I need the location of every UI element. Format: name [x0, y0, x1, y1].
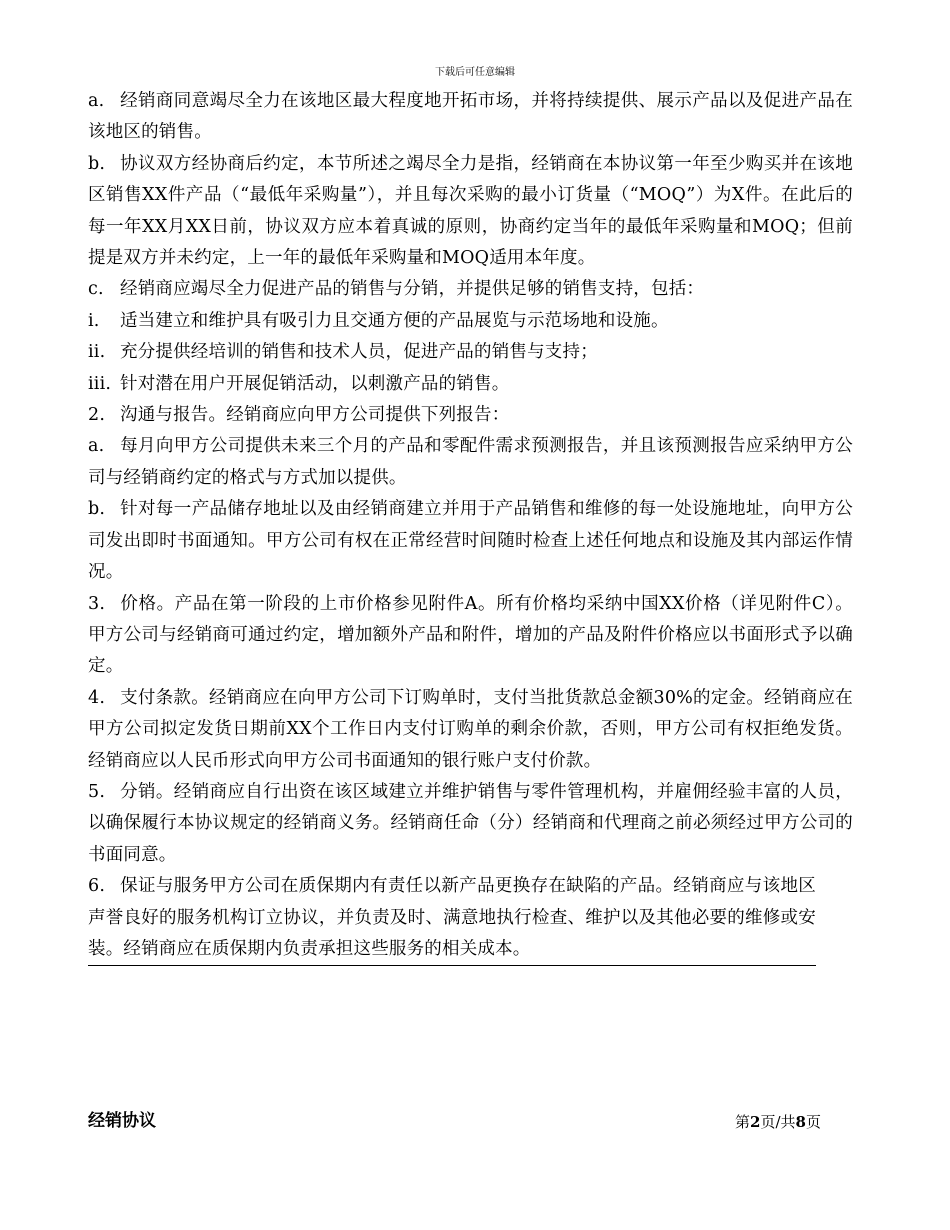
- paragraph-text: 针对每一产品储存地址以及由经销商建立并用于产品销售和维修的每一处设施地址，向甲方公司发出即时书面通知。甲方公司有权在正常经营时间随时检查上述任何地点和设施及其内部运作情况。: [88, 499, 853, 583]
- paragraph-c-sales-support: [88, 274, 853, 305]
- paragraph-5-distribution: [88, 777, 853, 871]
- page-prefix: 第: [735, 1113, 751, 1131]
- paragraph-6-warranty: [88, 871, 816, 966]
- paragraph-a-forecast: [88, 431, 853, 494]
- paragraph-ii-staff: [88, 337, 853, 368]
- item-marker: a.: [88, 91, 105, 111]
- paragraph-b-notice: [88, 494, 853, 588]
- paragraph-b-min-purchase: [88, 149, 853, 275]
- item-marker: c.: [88, 279, 104, 300]
- page-current: 2: [750, 1113, 761, 1131]
- paragraph-text: 每月向甲方公司提供未来三个月的产品和零配件需求预测报告，并且该预测报告应采纳甲方公司与经销商约定的格式与方式加以提供。: [88, 436, 853, 488]
- paragraph-4-payment: [88, 683, 853, 777]
- page-number: [735, 1112, 821, 1132]
- paragraph-2-reports: [88, 400, 853, 431]
- item-marker: 3.: [88, 593, 106, 614]
- paragraph-text: 协议双方经协商后约定，本节所述之竭尽全力是指，经销商在本协议第一年至少购买并在该地区销售XX件产品（“最低年采购量”），并且每次采购的最小订货量（“MOQ”）为X件。在此后的每一年XX月XX日前，协议双方应本着真诚的原则，协商约定当年的最低年采购量和MOQ；但前提是双方并未约定，上一年的最低年采购量和MOQ适用本年度。: [88, 153, 853, 269]
- paragraph-iii-promotion: [88, 369, 853, 400]
- item-marker: 6.: [88, 876, 106, 897]
- document-body: [88, 86, 853, 966]
- footer-title: 经销协议: [88, 1111, 156, 1131]
- item-marker: b.: [88, 499, 106, 520]
- paragraph-text: 沟通与报告。经销商应向甲方公司提供下列报告：: [120, 405, 510, 426]
- paragraph-text: 充分提供经培训的销售和技术人员，促进产品的销售与支持；: [120, 342, 598, 363]
- paragraph-text: 经销商应竭尽全力促进产品的销售与分销，并提供足够的销售支持，包括：: [120, 279, 705, 300]
- paragraph-a-market: [88, 86, 853, 149]
- page-middle: 页/共: [760, 1113, 796, 1131]
- page-total: 8: [795, 1113, 806, 1131]
- page-suffix: 页: [805, 1113, 821, 1131]
- item-marker: 5.: [88, 781, 106, 802]
- paragraph-text: 价格。产品在第一阶段的上市价格参见附件A。所有价格均采纳中国XX价格（详见附件C）。甲方公司与经销商可通过约定，增加额外产品和附件，增加的产品及附件价格应以书面形式予以确定。: [88, 593, 853, 677]
- item-marker: 4.: [88, 687, 106, 708]
- paragraph-text: 适当建立和维护具有吸引力且交通方便的产品展览与示范场地和设施。: [120, 310, 669, 331]
- item-marker: ii.: [88, 342, 106, 363]
- paragraph-text: 经销商同意竭尽全力在该地区最大程度地开拓市场，并将持续提供、展示产品以及促进产品在该地区的销售。: [88, 91, 853, 143]
- paragraph-i-facilities: [88, 306, 853, 337]
- item-marker: iii.: [88, 373, 112, 394]
- item-marker: a.: [88, 436, 105, 457]
- paragraph-text: 保证与服务甲方公司在质保期内有责任以新产品更换存在缺陷的产品。经销商应与该地区声誉良好的服务机构订立协议，并负责及时、满意地执行检查、维护以及其他必要的维修或安装。经销商应在质保期内负责承担这些服务的相关成本。: [88, 876, 816, 959]
- paragraph-text: 支付条款。经销商应在向甲方公司下订购单时，支付当批货款总金额30%的定金。经销商应在甲方公司拟定发货日期前XX个工作日内支付订购单的剩余价款，否则，甲方公司有权拒绝发货。经销商应以人民币形式向甲方公司书面通知的银行账户支付价款。: [88, 687, 853, 771]
- paragraph-3-price: [88, 589, 853, 683]
- paragraph-text: 分销。经销商应自行出资在该区域建立并维护销售与零件管理机构，并雇佣经验丰富的人员，以确保履行本协议规定的经销商义务。经销商任命（分）经销商和代理商之前必须经过甲方公司的书面同意。: [88, 781, 853, 865]
- item-marker: 2.: [88, 405, 106, 426]
- item-marker: b.: [88, 153, 106, 174]
- paragraph-text: 针对潜在用户开展促销活动，以刺激产品的销售。: [120, 373, 510, 394]
- item-marker: i.: [88, 310, 100, 331]
- download-note: 下载后可任意编辑: [435, 67, 515, 78]
